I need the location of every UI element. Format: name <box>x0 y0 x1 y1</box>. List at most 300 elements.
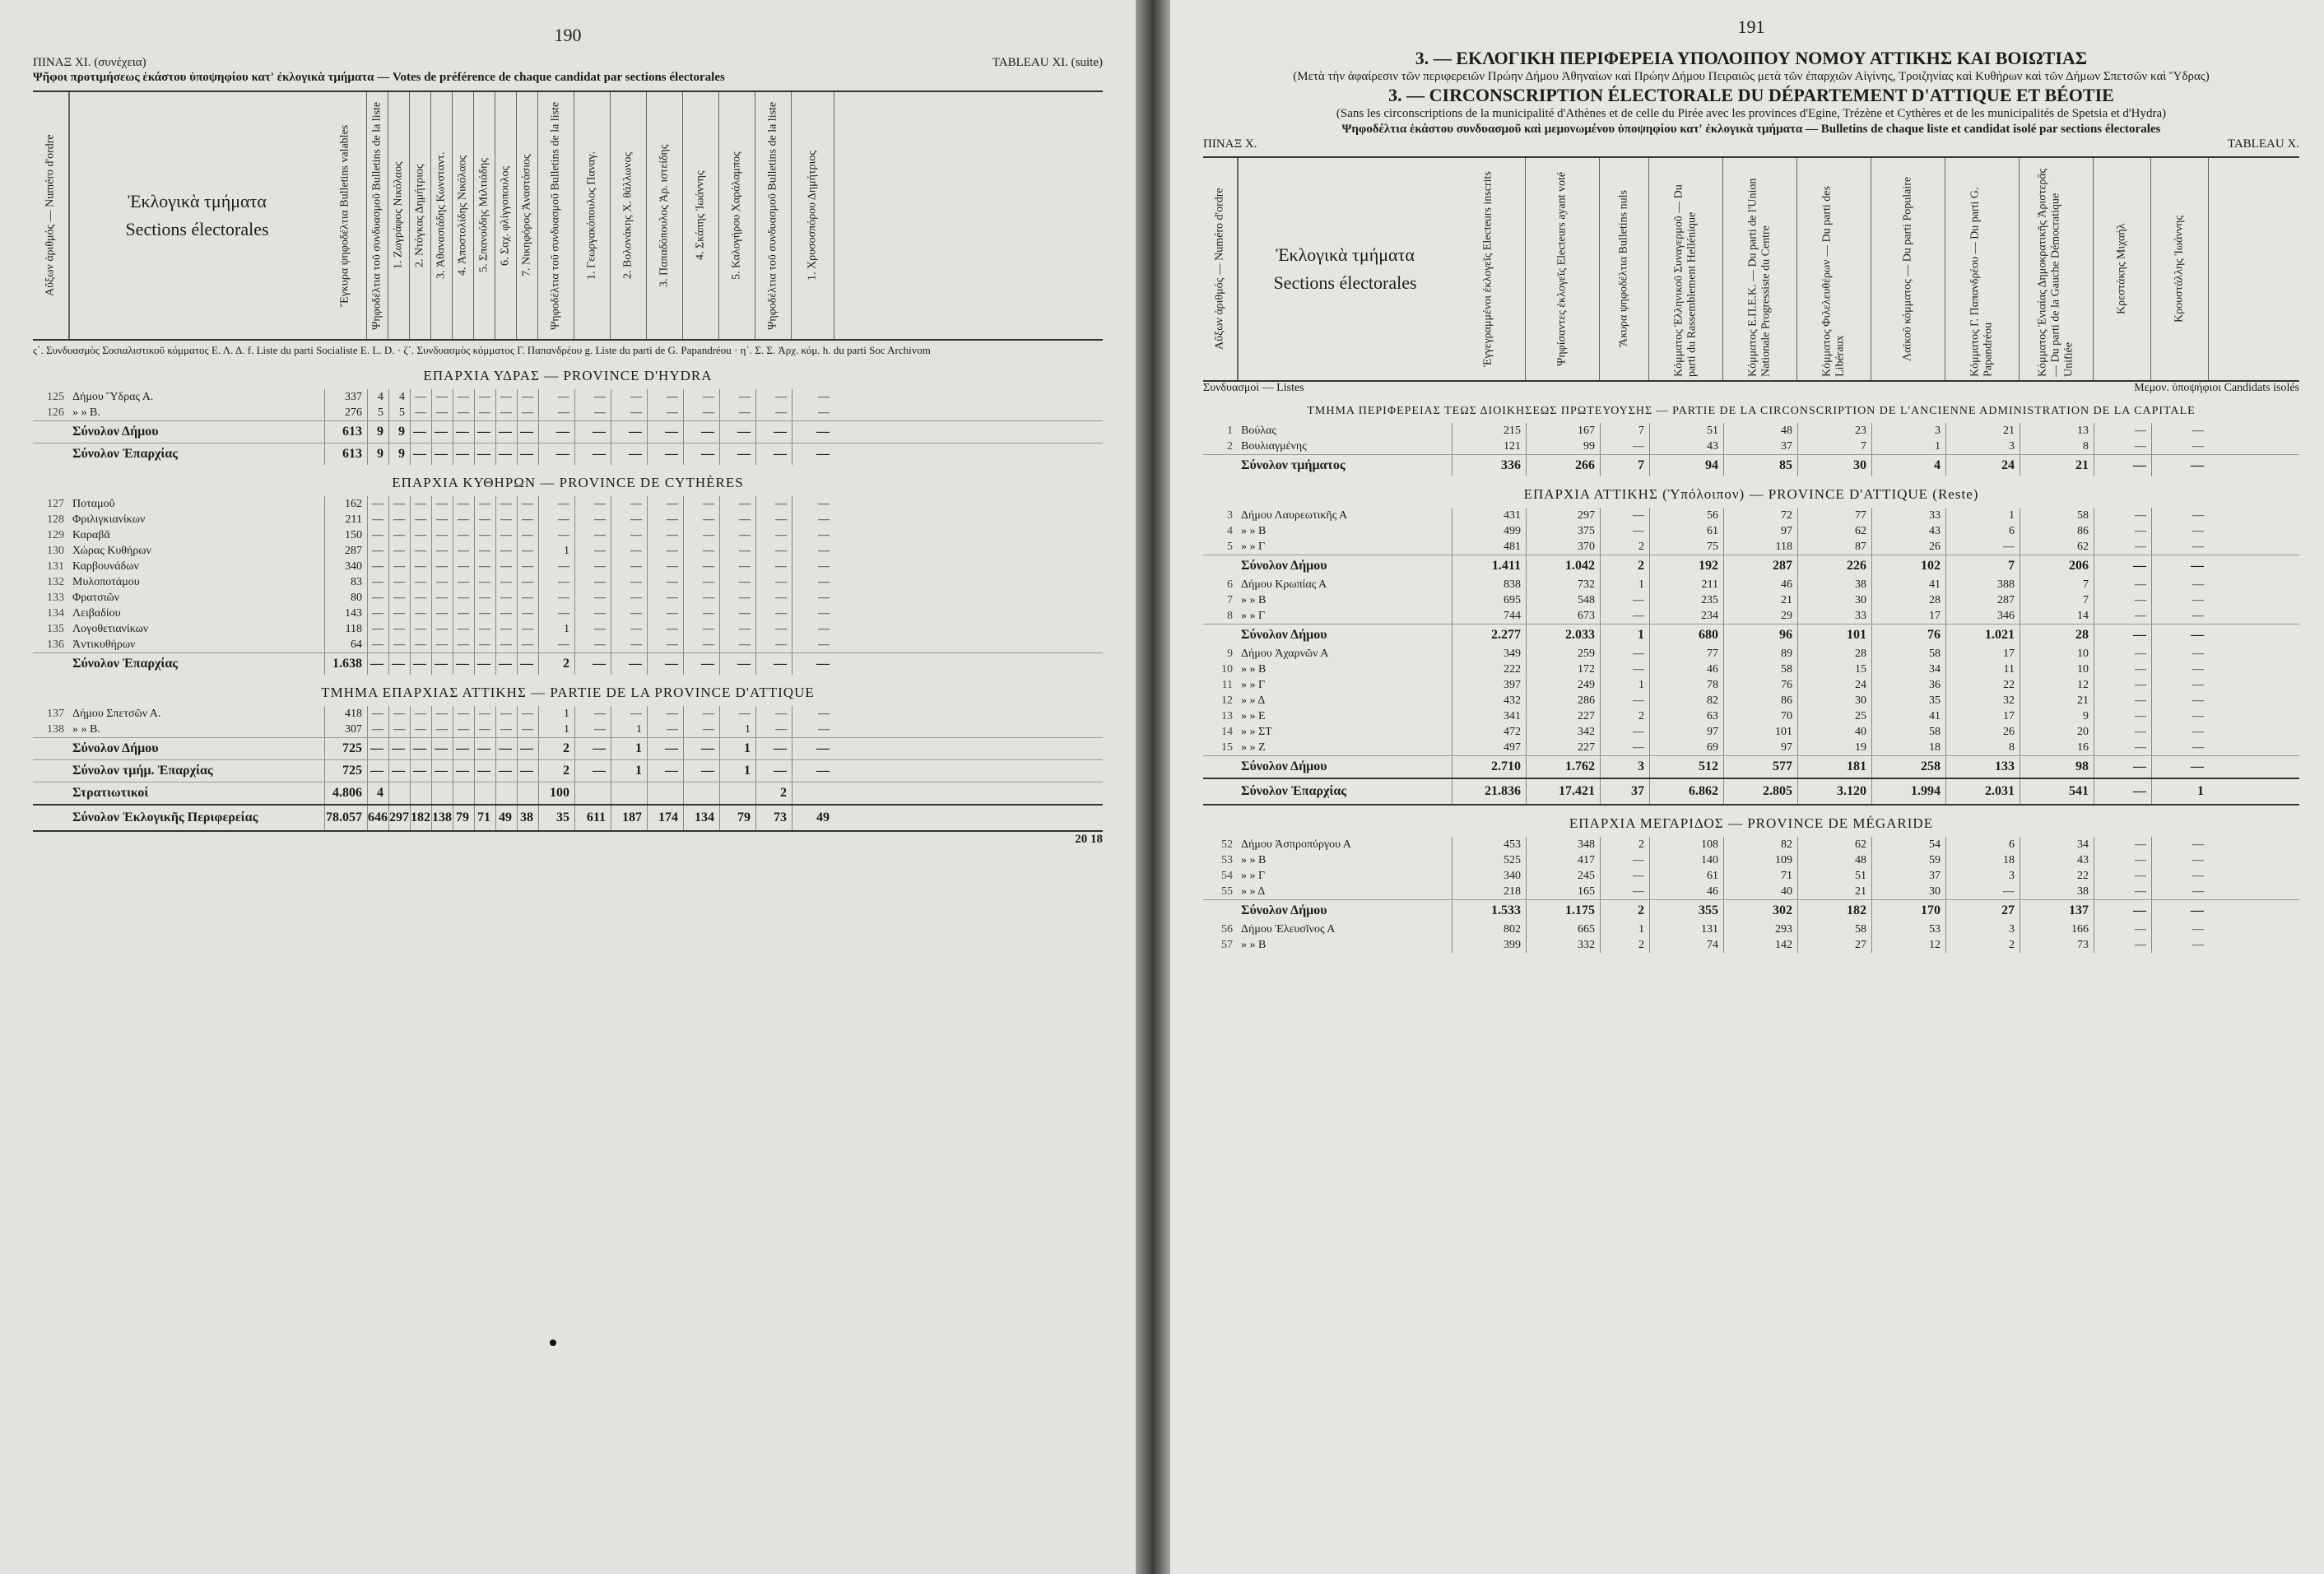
cell-value: — <box>719 527 755 543</box>
cell-value: — <box>611 512 647 527</box>
cell-value: — <box>495 722 517 737</box>
cell-value: 21.836 <box>1452 779 1526 804</box>
cell-value: — <box>388 543 410 559</box>
cell-value: 4 <box>388 389 410 405</box>
cell-value: 41 <box>1871 708 1945 724</box>
title-fr: 3. — CIRCONSCRIPTION ÉLECTORALE DU DÉPARTEMENT D'ATTIQUE ET BÉOTIE <box>1388 85 2114 105</box>
cell-value: 40 <box>1723 884 1797 899</box>
cell-value: — <box>410 512 431 527</box>
cell-value: 1 <box>611 738 647 759</box>
cell-value: 181 <box>1797 756 1871 778</box>
section-attiki: ΤΜΗΜΑ ΕΠΑΡΧΙΑΣ ΑΤΤΙΚΗΣ — PARTIE DE LA PROVINCE D'ATTIQUE <box>321 685 815 700</box>
cell-value: 211 <box>1649 577 1723 592</box>
cell-value: — <box>431 637 453 652</box>
cell-value: 287 <box>1723 555 1797 577</box>
cell-value: — <box>474 496 495 512</box>
cell-value: — <box>719 621 755 637</box>
cell-value: — <box>431 512 453 527</box>
cell-value: — <box>517 653 538 675</box>
cell-value: — <box>2151 724 2209 740</box>
cell-value: 27 <box>1945 900 2020 922</box>
cell-value: — <box>431 722 453 737</box>
cell-value: — <box>517 722 538 737</box>
cell-value: — <box>538 496 574 512</box>
rows-kropia <box>1203 577 2299 624</box>
cell-value: 613 <box>324 443 367 465</box>
cell-value: — <box>495 738 517 759</box>
section-name: Σύνολον Ἐκλογικῆς Περιφερείας <box>72 810 258 824</box>
table-row <box>1203 508 2299 523</box>
cell-value: — <box>410 637 431 652</box>
table-row <box>33 543 1103 559</box>
cell-value: — <box>755 405 792 420</box>
cell-value: — <box>367 738 388 759</box>
cell-value: — <box>792 738 834 759</box>
cell-value: — <box>2151 693 2209 708</box>
cell-value: — <box>474 512 495 527</box>
cell-value: — <box>431 706 453 722</box>
section-name: » » Β <box>1241 525 1267 537</box>
row-number: 126 <box>47 406 64 419</box>
cell-value: 287 <box>324 543 367 559</box>
cell-value: — <box>431 496 453 512</box>
cell-value: 86 <box>1723 693 1797 708</box>
cell-value: — <box>495 606 517 621</box>
cell-value <box>792 782 834 804</box>
section-name: Ποταμοῦ <box>72 498 115 510</box>
cell-value: 2 <box>1600 900 1649 922</box>
section-name: » » Γ <box>1241 610 1266 622</box>
cell-value: 7 <box>1797 439 1871 454</box>
section-name: Σύνολον Ἐπαρχίας <box>1241 784 1347 798</box>
cell-value: — <box>719 590 755 606</box>
cell-value: — <box>574 527 611 543</box>
cell-value: — <box>431 527 453 543</box>
cell-value: 29 <box>1723 608 1797 624</box>
cell-value: 54 <box>1871 837 1945 852</box>
cell-value: 97 <box>1723 523 1797 539</box>
cell-value: 1.762 <box>1526 756 1600 778</box>
cell-value: 62 <box>1797 837 1871 852</box>
cell-value: 166 <box>2020 922 2094 937</box>
column-header <box>1203 156 2299 382</box>
cell-value: 286 <box>1526 693 1600 708</box>
cell-value: 258 <box>1871 756 1945 778</box>
cell-value: — <box>453 590 474 606</box>
cell-value: 53 <box>1871 922 1945 937</box>
total-row <box>33 759 1103 782</box>
section-kythera: ΕΠΑΡΧΙΑ ΚΥΘΗΡΩΝ — PROVINCE DE CYTHÈRES <box>392 475 744 490</box>
cell-value: 78 <box>1649 677 1723 693</box>
row-number: 8 <box>1227 610 1233 622</box>
cell-value: — <box>755 738 792 759</box>
cell-value: 30 <box>1797 455 1871 476</box>
cell-value: 16 <box>2020 740 2094 755</box>
cell-value: — <box>611 590 647 606</box>
cell-value: 472 <box>1452 724 1526 740</box>
cell-value: — <box>388 527 410 543</box>
cell-value: — <box>388 637 410 652</box>
section-name: Σύνολον Δήμου <box>72 741 159 755</box>
cell-value: — <box>2094 592 2151 608</box>
cell-value: 46 <box>1649 884 1723 899</box>
section-name: » » Β <box>1241 663 1267 676</box>
row-number: 14 <box>1221 726 1233 738</box>
cell-value: — <box>2151 900 2209 922</box>
cell-value: 150 <box>324 527 367 543</box>
cell-value: — <box>2151 852 2209 868</box>
cell-value: — <box>574 559 611 574</box>
cell-value: 74 <box>1649 937 1723 953</box>
col-order: Αὔξων ἀριθμός — Numéro d'ordre <box>33 92 69 339</box>
cell-value: 215 <box>1452 423 1526 439</box>
cell-value: — <box>1600 646 1649 662</box>
cell-value: 59 <box>1871 852 1945 868</box>
cell-value: — <box>367 512 388 527</box>
table-row <box>33 512 1103 527</box>
cell-value: — <box>2151 922 2209 937</box>
cell-value: — <box>431 606 453 621</box>
cell-value: 49 <box>495 806 517 830</box>
section-name: Βούλας <box>1241 425 1276 437</box>
section-name: Στρατιωτικοί <box>72 786 149 800</box>
cand-f-5: 5. Σπανούδης Μιλτιάδης <box>474 92 495 339</box>
cell-value: 349 <box>1452 646 1526 662</box>
cell-value: 12 <box>1871 937 1945 953</box>
row-number-empty <box>33 653 69 675</box>
cell-value: 431 <box>1452 508 1526 523</box>
cell-value: 1 <box>538 543 574 559</box>
column-header <box>33 91 1103 341</box>
cell-value: — <box>719 653 755 675</box>
row-number: 129 <box>47 529 64 541</box>
cell-value: — <box>410 590 431 606</box>
cell-value: — <box>1600 523 1649 539</box>
section-name: Σύνολον Δήμου <box>1241 628 1327 642</box>
cell-value: — <box>495 559 517 574</box>
cell-value: — <box>431 559 453 574</box>
section-name: Σύνολον Δήμου <box>1241 903 1327 917</box>
cell-value: 21 <box>1945 423 2020 439</box>
cell-value: — <box>755 621 792 637</box>
cell-value: 6 <box>1945 837 2020 852</box>
cell-value: 14 <box>2020 608 2094 624</box>
cell-value: 525 <box>1452 852 1526 868</box>
cell-value: — <box>1600 662 1649 677</box>
cell-value: — <box>2151 708 2209 724</box>
cell-value: — <box>647 621 683 637</box>
cell-value: 2 <box>1945 937 2020 953</box>
cell-value: 375 <box>1526 523 1600 539</box>
group-headers: ς΄. Συνδυασμὸς Σοσιαλιστικοῦ κόμματος Ε. Λ. Δ. f. Liste du parti Socialiste E. L. D. · ζ΄. Συνδυασμὸς κόμματος Γ. Παπανδρέου g. Liste du parti de G. Papandréou · η΄. Σ. Σ. Ἀρχ. κόμ. h. du parti Soc Archivom <box>33 344 931 356</box>
cell-value: — <box>538 527 574 543</box>
cell-value: — <box>2094 779 2151 804</box>
cell-value: 259 <box>1526 646 1600 662</box>
cell-value: — <box>2094 693 2151 708</box>
cell-value: 62 <box>1797 523 1871 539</box>
cell-value: — <box>2151 555 2209 577</box>
cell-value: — <box>683 760 719 782</box>
cell-value: — <box>755 637 792 652</box>
cell-value: 1 <box>538 621 574 637</box>
cell-value: 174 <box>647 806 683 830</box>
cell-value: — <box>495 405 517 420</box>
cell-value: 73 <box>2020 937 2094 953</box>
cell-value: 109 <box>1723 852 1797 868</box>
cell-value: 541 <box>2020 779 2094 804</box>
cell-value: — <box>683 527 719 543</box>
cell-value: — <box>755 527 792 543</box>
cell-value: 332 <box>1526 937 1600 953</box>
cell-value: — <box>611 606 647 621</box>
cell-value: — <box>792 590 834 606</box>
cell-value: — <box>388 653 410 675</box>
subtitle-gr: (Μετὰ τὴν ἀφαίρεσιν τῶν περιφερειῶν Πρώην Δήμου Ἀθηναίων καὶ Πρώην Δήμου Πειραιῶς μετὰ τῶν ἐπαρχιῶν Αἰγίνης, Τροιζηνίας καὶ Κυθήρων καὶ τῶν Δήμων Σπετσῶν καὶ Ὕδρας) <box>1293 70 2210 83</box>
cell-value: 2.710 <box>1452 756 1526 778</box>
cell-value: 182 <box>1797 900 1871 922</box>
cell-value: — <box>431 653 453 675</box>
col-valid: Ἔγκυρα ψηφοδέλτια Bulletins valables <box>324 92 367 339</box>
cell-value: 234 <box>1649 608 1723 624</box>
cell-value: 118 <box>324 621 367 637</box>
section-name: Καρβουνάδων <box>72 560 139 573</box>
cell-value: 7 <box>2020 592 2094 608</box>
cell-value: 3 <box>1945 439 2020 454</box>
cell-value: 8 <box>2020 439 2094 454</box>
cell-value: 85 <box>1723 455 1797 476</box>
cell-value: — <box>683 559 719 574</box>
cell-value: — <box>2151 508 2209 523</box>
rows-elefsina <box>1203 922 2299 953</box>
cell-value: — <box>367 574 388 590</box>
cell-value: 4 <box>367 389 388 405</box>
section-name: Δήμου Ἀσπροπύργου Α <box>1241 838 1351 851</box>
cell-value: 497 <box>1452 740 1526 755</box>
cell-value: 89 <box>1723 646 1797 662</box>
cell-value: — <box>2094 662 2151 677</box>
cell-value: — <box>683 606 719 621</box>
row-number: 2 <box>1227 440 1233 453</box>
cell-value: — <box>474 443 495 465</box>
cell-value: — <box>683 653 719 675</box>
row-number-empty <box>33 760 69 782</box>
cell-value: — <box>792 527 834 543</box>
cell-value: — <box>574 405 611 420</box>
row-number: 128 <box>47 513 64 526</box>
cell-value: 13 <box>2020 423 2094 439</box>
cell-value: 71 <box>474 806 495 830</box>
cell-value: — <box>495 527 517 543</box>
cell-value: 613 <box>324 421 367 443</box>
cand-f-3: 3. Ἀθανασιάδης Κωνσταντ. <box>431 92 453 339</box>
table-row <box>1203 608 2299 624</box>
cell-value: — <box>574 722 611 737</box>
cell-value: 28 <box>1797 646 1871 662</box>
cand-f-4: 4. Ἀποστολίδης Νικόλαος <box>453 92 474 339</box>
book-gutter <box>1136 0 1170 1574</box>
cell-value: 1.175 <box>1526 900 1600 922</box>
cell-value: 3 <box>1600 756 1649 778</box>
section-name: Λειβαδίου <box>72 607 121 620</box>
cell-value: — <box>792 421 834 443</box>
cell-value: — <box>683 590 719 606</box>
total-row <box>33 420 1103 443</box>
cell-value: — <box>410 496 431 512</box>
cell-value: — <box>2151 646 2209 662</box>
cell-value: 143 <box>324 606 367 621</box>
cell-value: — <box>474 559 495 574</box>
cell-value: 76 <box>1871 624 1945 646</box>
cell-value: — <box>611 527 647 543</box>
cell-value: — <box>611 405 647 420</box>
section-name: Σύνολον τμήμ. Ἐπαρχίας <box>72 764 213 778</box>
cell-value: — <box>2151 937 2209 953</box>
rows-hydra <box>33 389 1103 420</box>
section-name: Καραβᾶ <box>72 529 110 541</box>
cell-value: 1 <box>611 722 647 737</box>
section-attiki: ΕΠΑΡΧΙΑ ΑΤΤΙΚΗΣ (Ὑπόλοιπον) — PROVINCE D'ATTIQUE (Reste) <box>1523 486 1979 502</box>
cell-value: — <box>611 559 647 574</box>
cell-value: — <box>367 722 388 737</box>
cell-value: — <box>517 738 538 759</box>
cell-value: — <box>410 706 431 722</box>
total-row <box>1203 755 2299 778</box>
cell-value: 336 <box>1452 455 1526 476</box>
cell-value: — <box>2151 539 2209 555</box>
section-name: » » Γ <box>1241 870 1266 882</box>
cell-value: — <box>755 574 792 590</box>
cell-value: — <box>2151 624 2209 646</box>
cell-value: — <box>410 527 431 543</box>
cell-value: 2 <box>1600 555 1649 577</box>
col-sections-fr: Sections électorales <box>1273 272 1417 293</box>
cell-value: — <box>495 706 517 722</box>
cell-value: 33 <box>1871 508 1945 523</box>
cell-value: 297 <box>1526 508 1600 523</box>
cell-value: 70 <box>1723 708 1797 724</box>
cell-value: — <box>574 512 611 527</box>
cell-value: 348 <box>1526 837 1600 852</box>
cell-value: — <box>453 738 474 759</box>
row-number: 125 <box>47 391 64 403</box>
cell-value: 1 <box>719 722 755 737</box>
cell-value: — <box>495 621 517 637</box>
cell-value: — <box>647 637 683 652</box>
cell-value: — <box>574 543 611 559</box>
cell-value: 187 <box>611 806 647 830</box>
cell-value: 134 <box>683 806 719 830</box>
cell-value: 37 <box>1723 439 1797 454</box>
cell-value: — <box>647 496 683 512</box>
row-number-empty <box>1203 455 1238 476</box>
cell-value: — <box>410 738 431 759</box>
list-col-2: Κόμματος Φιλελευθέρων — Du parti des Libéraux <box>1797 158 1871 380</box>
cell-value: — <box>1600 608 1649 624</box>
cell-value: 9 <box>2020 708 2094 724</box>
cell-value: — <box>2094 646 2151 662</box>
cell-value: — <box>2151 837 2209 852</box>
cell-value: 38 <box>1797 577 1871 592</box>
cell-value: — <box>517 760 538 782</box>
cell-value: 1.533 <box>1452 900 1526 922</box>
cell-value: — <box>683 496 719 512</box>
cell-value: — <box>1600 852 1649 868</box>
cell-value: — <box>453 574 474 590</box>
cell-value: 182 <box>410 806 431 830</box>
cell-value: 101 <box>1723 724 1797 740</box>
cell-value: — <box>388 760 410 782</box>
cell-value: 22 <box>1945 677 2020 693</box>
cell-value: — <box>719 512 755 527</box>
cell-value: — <box>792 543 834 559</box>
rows-lavrio <box>1203 508 2299 555</box>
cell-value: — <box>453 559 474 574</box>
table-row <box>1203 868 2299 884</box>
cell-value: 21 <box>2020 693 2094 708</box>
cell-value: — <box>683 637 719 652</box>
cell-value: 77 <box>1649 646 1723 662</box>
cell-value: 4.806 <box>324 782 367 804</box>
cell-value: — <box>367 496 388 512</box>
row-number-empty <box>33 782 69 804</box>
cell-value: — <box>474 738 495 759</box>
cell-value: 28 <box>1871 592 1945 608</box>
cell-value: — <box>410 421 431 443</box>
cell-value: — <box>517 574 538 590</box>
cell-value: — <box>388 496 410 512</box>
cell-value: 34 <box>1871 662 1945 677</box>
cell-value <box>495 782 517 804</box>
cell-value: 346 <box>1945 608 2020 624</box>
cell-value: — <box>495 760 517 782</box>
cell-value: 732 <box>1526 577 1600 592</box>
cell-value: — <box>538 389 574 405</box>
cell-value: — <box>367 559 388 574</box>
cell-value: 192 <box>1649 555 1723 577</box>
cell-value: — <box>574 443 611 465</box>
cell-value: — <box>538 405 574 420</box>
cell-value: 43 <box>1649 439 1723 454</box>
cell-value: — <box>495 496 517 512</box>
cell-value: — <box>517 496 538 512</box>
cell-value: 138 <box>431 806 453 830</box>
cell-value: — <box>1945 539 2020 555</box>
cell-value: 58 <box>1797 922 1871 937</box>
cell-value: 249 <box>1526 677 1600 693</box>
cell-value: 26 <box>1945 724 2020 740</box>
table-row <box>1203 837 2299 852</box>
cell-value: 680 <box>1649 624 1723 646</box>
cand-h-1: 1. Χρυσοσπόρου Δημήτριος <box>792 92 834 339</box>
cell-value: — <box>611 621 647 637</box>
cell-value: — <box>647 405 683 420</box>
cell-value: 167 <box>1526 423 1600 439</box>
cell-value: 162 <box>324 496 367 512</box>
cell-value: — <box>792 443 834 465</box>
cell-value: — <box>2151 439 2209 454</box>
cell-value: — <box>431 590 453 606</box>
cell-value: — <box>517 512 538 527</box>
row-number: 127 <box>47 498 64 510</box>
cell-value: 399 <box>1452 937 1526 953</box>
tableau-label: TABLEAU XI. (suite) <box>992 56 1103 69</box>
cell-value: — <box>538 606 574 621</box>
cell-value: 548 <box>1526 592 1600 608</box>
cell-value: — <box>2094 852 2151 868</box>
cell-value: — <box>792 722 834 737</box>
grand-tail-value: 20 <box>1075 833 1088 846</box>
cell-value: — <box>755 496 792 512</box>
